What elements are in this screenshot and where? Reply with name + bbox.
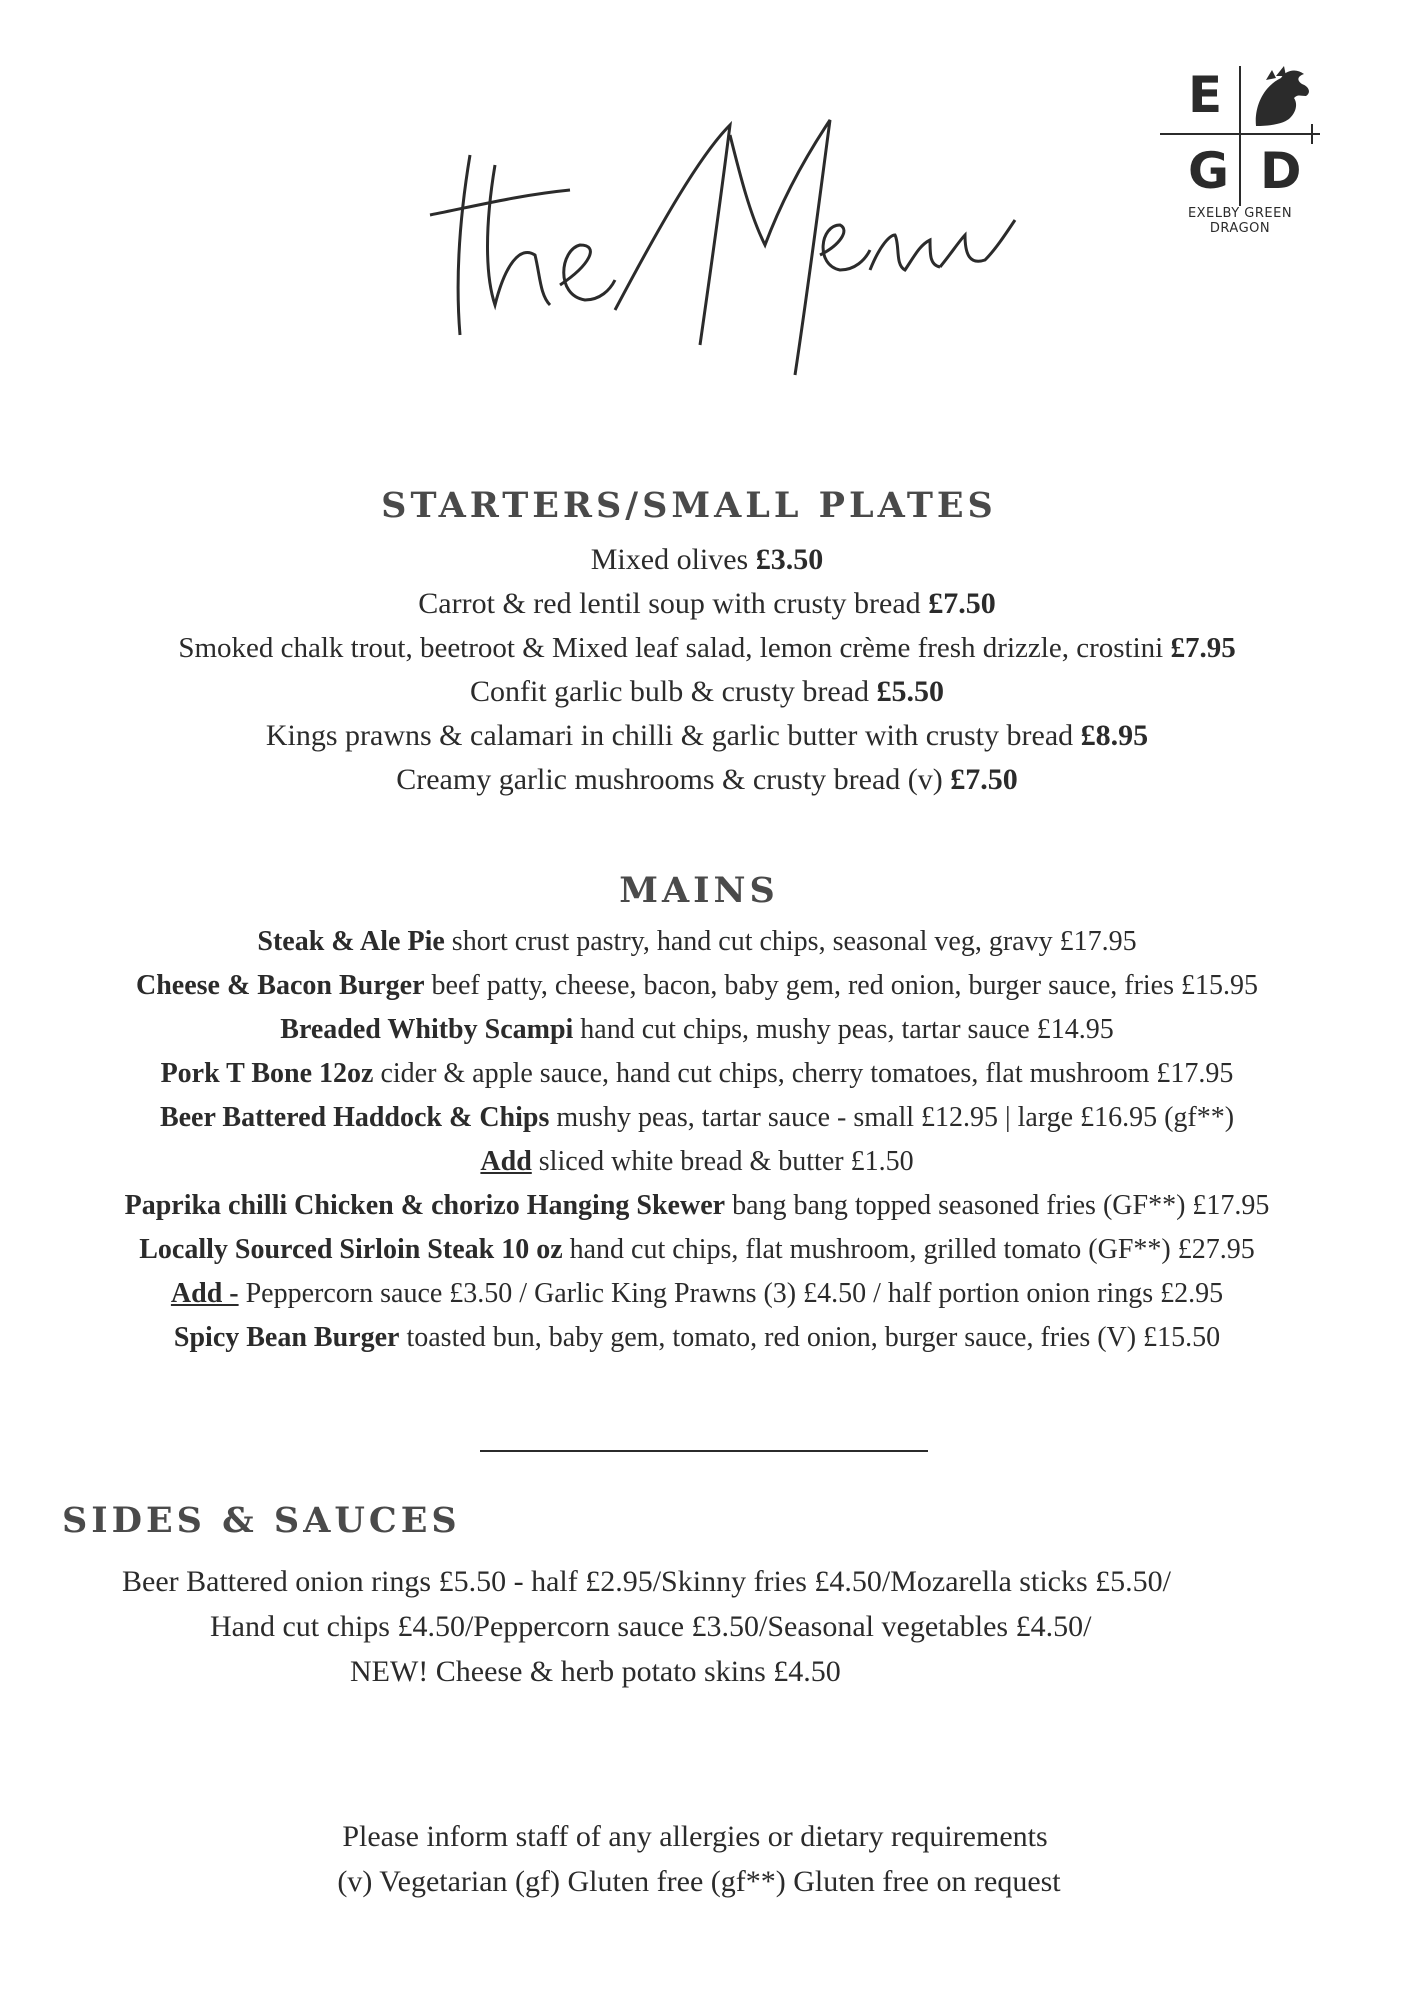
dragon-icon: [1246, 66, 1316, 134]
main-item-name: Beer Battered Haddock & Chips: [159, 1102, 550, 1133]
main-item-name: Pork T Bone 12oz: [160, 1058, 374, 1089]
starter-price: £3.50: [755, 543, 824, 576]
mains-heading: MAINS: [619, 870, 779, 911]
sides-line: Beer Battered onion rings £5.50 - half £2.95/Skinny fries £4.50/Mozarella sticks £5.50/: [122, 1565, 1171, 1598]
starters-heading: STARTERS/SMALL PLATES: [381, 485, 997, 526]
main-item: Spicy Bean Burger toasted bun, baby gem, tomato, red onion, burger sauce, fries (V) £15.50: [173, 1322, 1221, 1353]
menu-title: [400, 95, 1040, 395]
logo-name: EXELBY GREEN DRAGON: [1187, 206, 1293, 236]
main-item: Breaded Whitby Scampi hand cut chips, mushy peas, tartar sauce £14.95: [280, 1014, 1114, 1045]
main-addon: Add - Peppercorn sauce £3.50 / Garlic King Prawns (3) £4.50 / half portion onion rings £2.95: [170, 1278, 1224, 1309]
starter-price: £7.50: [928, 587, 996, 620]
starter-price: £7.50: [950, 763, 1018, 796]
logo-letter-g: G: [1188, 142, 1230, 200]
logo-letter-e: E: [1188, 66, 1223, 124]
mains-list: [0, 920, 1404, 1360]
main-item: Steak & Ale Pie short crust pastry, hand cut chips, seasonal veg, gravy £17.95: [257, 926, 1137, 957]
main-item-name: Paprika chilli Chicken & chorizo Hanging Skewer: [124, 1190, 726, 1221]
main-item-name: Cheese & Bacon Burger: [136, 970, 425, 1001]
starter-item: Smoked chalk trout, beetroot & Mixed leaf salad, lemon crème fresh drizzle, crostini £7.95: [178, 632, 1236, 664]
main-addon: Add sliced white bread & butter £1.50: [480, 1146, 914, 1177]
starters-list: [0, 538, 1414, 802]
section-divider: [480, 1450, 928, 1452]
starter-price: £7.95: [1170, 632, 1236, 664]
allergy-notice: Please inform staff of any allergies or dietary requirements: [342, 1820, 1048, 1853]
main-item-name: Spicy Bean Burger: [173, 1322, 400, 1353]
main-item-name: Steak & Ale Pie: [257, 926, 445, 957]
main-item-name: Breaded Whitby Scampi: [280, 1014, 574, 1045]
sides-heading: SIDES & SAUCES: [62, 1500, 461, 1541]
starter-item: Kings prawns & calamari in chilli & garlic butter with crusty bread £8.95: [265, 719, 1149, 752]
main-item: Paprika chilli Chicken & chorizo Hanging Skewer bang bang topped seasoned fries (GF**) £17.95: [124, 1190, 1270, 1221]
starter-item: Confit garlic bulb & crusty bread £5.50: [469, 675, 945, 708]
menu-title-script-graphic: [400, 95, 1040, 395]
main-item: Pork T Bone 12oz cider & apple sauce, hand cut chips, cherry tomatoes, flat mushroom £17.95: [160, 1058, 1234, 1089]
main-item: Cheese & Bacon Burger beef patty, cheese, bacon, baby gem, red onion, burger sauce, fries £15.95: [136, 970, 1258, 1001]
starter-item: Creamy garlic mushrooms & crusty bread (v) £7.50: [396, 763, 1018, 796]
main-item: Beer Battered Haddock & Chips mushy peas, tartar sauce - small £12.95 | large £16.95 (gf**): [159, 1102, 1235, 1133]
add-label: Add -: [170, 1278, 239, 1309]
diet-key: (v) Vegetarian (gf) Gluten free (gf**) Gluten free on request: [337, 1865, 1061, 1898]
starter-price: £8.95: [1080, 719, 1149, 752]
starter-item: Mixed olives £3.50: [590, 543, 824, 576]
starter-item: Carrot & red lentil soup with crusty bread £7.50: [418, 587, 996, 620]
starter-price: £5.50: [876, 675, 945, 708]
main-item: Locally Sourced Sirloin Steak 10 oz hand cut chips, flat mushroom, grilled tomato (GF**) £27.95: [139, 1234, 1255, 1265]
main-item-name: Locally Sourced Sirloin Steak 10 oz: [139, 1234, 563, 1265]
sides-line: NEW! Cheese & herb potato skins £4.50: [350, 1655, 841, 1688]
sides-line: Hand cut chips £4.50/Peppercorn sauce £3.50/Seasonal vegetables £4.50/: [210, 1610, 1092, 1643]
logo-letter-d: D: [1260, 142, 1302, 200]
add-label: Add: [480, 1146, 532, 1177]
logo: [1160, 66, 1320, 236]
